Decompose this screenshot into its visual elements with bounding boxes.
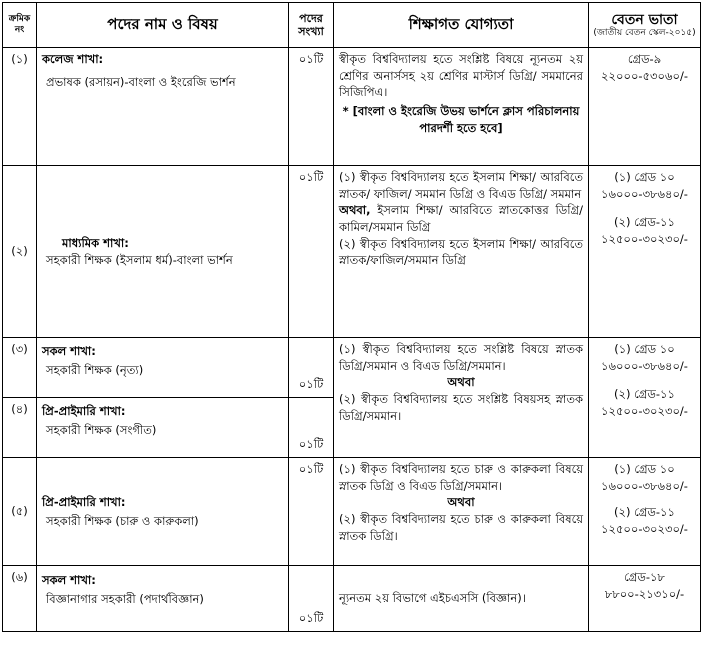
header-row: [3, 3, 701, 48]
edu-option-2: (২) স্বীকৃত বিশ্ববিদ্যালয় হতে ইসলাম শিক্ষা/ আরবিতে স্নাতক/ফাজিল/সমমান ডিগ্রি: [339, 236, 583, 268]
row-title: সহকারী শিক্ষক (ইসলাম ধর্ম)-বাংলা ভার্শন: [46, 252, 233, 267]
row-title: বিজ্ঞানাগার সহকারী (পদার্থবিজ্ঞান): [46, 591, 204, 606]
edu-option-1: (১) স্বীকৃত বিশ্ববিদ্যালয় হতে চারু ও কারুকলা বিষয়ে স্নাতক ডিগ্রি ও বিএড ডিগ্রি/সমমান।: [339, 462, 583, 493]
edu-or: অথবা,: [339, 203, 371, 218]
row-serial: (৬): [3, 566, 37, 632]
row-post: [37, 458, 289, 566]
row-count: ০১টি: [289, 166, 334, 338]
row-branch: প্রি-প্রাইমারি শাখা:: [42, 404, 126, 418]
row-pay: [589, 166, 701, 338]
row-title: সহকারী শিক্ষক (সংগীত): [46, 422, 157, 437]
table-row: [3, 566, 701, 632]
pay-grade-2: (২) গ্রেড-১১: [614, 215, 675, 230]
header-education: শিক্ষাগত যোগ্যতা: [334, 3, 589, 48]
row-title: সহকারী শিক্ষক (নৃত্য): [46, 362, 144, 377]
table-row: [3, 48, 701, 166]
row-education: [334, 166, 589, 338]
pay-scale-1: ১৬০০০-৩৮৬৪০/-: [601, 358, 688, 373]
header-pay-scale: (জাতীয় বেতন স্কেল-২০১৫): [593, 27, 696, 38]
edu-option-1: (১) স্বীকৃত বিশ্ববিদ্যালয় হতে ইসলাম শিক্ষা/ আরবিতে স্নাতক/ ফাজিল/ সমমান ডিগ্রি ও বিএড ডিগ্রি/ সমমান: [339, 170, 583, 201]
row-education: ন্যূনতম ২য় বিভাগে এইচএসসি (বিজ্ঞান)।: [334, 566, 589, 632]
row-count: ০১টি: [289, 566, 334, 632]
header-serial: ক্রমিক নং: [3, 3, 37, 48]
pay-scale: ৮৮০০-২১৩১০/-: [604, 586, 685, 601]
edu-option-2: (২) স্বীকৃত বিশ্ববিদ্যালয় হতে সংশ্লিষ্ট বিষয়সহ স্নাতক ডিগ্রি/সমমান।: [339, 392, 583, 423]
row-branch: সকল শাখা:: [42, 573, 96, 587]
header-pay-label: বেতন ভাতা: [611, 11, 678, 28]
pay-grade-2: (২) গ্রেড-১১: [614, 387, 675, 402]
row-branch: কলেজ শাখা:: [42, 52, 104, 66]
edu-note: * [বাংলা ও ইংরেজি উভয় ভার্শনে ক্লাস পরিচালনায় পারদর্শী হতে হবে]: [342, 104, 580, 135]
row-post: [37, 398, 289, 458]
row-post: [37, 166, 289, 338]
pay-scale-2: ১২৫০০-৩০২৩০/-: [601, 522, 688, 537]
row-serial: (১): [3, 48, 37, 166]
row-post: [37, 338, 289, 398]
pay-grade: গ্রেড-৯: [627, 52, 662, 66]
row-pay: [589, 48, 701, 166]
row-title: সহকারী শিক্ষক (চারু ও কারুকলা): [46, 513, 199, 528]
header-count: পদের সংখ্যা: [289, 3, 334, 48]
row-serial: (২): [3, 166, 37, 338]
table-row: [3, 458, 701, 566]
row-pay: [589, 566, 701, 632]
edu-or-text: ইসলাম শিক্ষা/ আরবিতে স্নাতকোত্তর ডিগ্রি/কামিল/সমমান ডিগ্রি: [339, 203, 583, 235]
pay-grade-1: (১) গ্রেড ১০: [614, 462, 675, 476]
row-education: [334, 458, 589, 566]
row-count: ০১টি: [289, 398, 334, 458]
header-post: পদের নাম ও বিষয়: [37, 3, 289, 48]
table-row: [3, 338, 701, 398]
edu-option-2: (২) স্বীকৃত বিশ্ববিদ্যালয় হতে চারু ও কারুকলা বিষয়ে স্নাতক ডিগ্রি।: [339, 512, 583, 543]
row-pay-shared: [589, 338, 701, 458]
edu-main: স্বীকৃত বিশ্ববিদ্যালয় হতে সংশ্লিষ্ট বিষয়ে ন্যূনতম ২য় শ্রেণির অনার্সসহ ২য় শ্রেণির মাস্টার্স ডিগ্রি/ সমমানের সিজিপিএ।: [339, 52, 583, 100]
pay-scale-1: ১৬০০০-৩৮৬৪০/-: [601, 186, 688, 201]
edu-option-alt: [339, 202, 583, 235]
edu-option-1: (১) স্বীকৃত বিশ্ববিদ্যালয় হতে সংশ্লিষ্ট বিষয়ে স্নাতক ডিগ্রি/সমমান ও বিএড ডিগ্রি/সমমান।: [339, 342, 583, 373]
pay-scale-2: ১২৫০০-৩০২৩০/-: [601, 404, 688, 419]
pay-scale: ২২০০০-৫৩০৬০/-: [601, 68, 688, 83]
row-education-shared: [334, 338, 589, 458]
row-branch: প্রি-প্রাইমারি শাখা:: [42, 494, 126, 509]
row-post: [37, 566, 289, 632]
header-pay: [589, 3, 701, 48]
row-title: প্রভাষক (রসায়ন)-বাংলা ও ইংরেজি ভার্শন: [46, 74, 236, 89]
pay-scale-2: ১২৫০০-৩০২৩০/-: [601, 232, 688, 247]
row-serial: (৫): [3, 458, 37, 566]
row-pay: [589, 458, 701, 566]
edu-or: অথবা: [447, 495, 475, 510]
row-serial: (৪): [3, 398, 37, 458]
pay-grade-1: (১) গ্রেড ১০: [614, 170, 675, 184]
row-branch: মাধ্যমিক শাখা:: [62, 235, 129, 250]
row-count: ০১টি: [289, 458, 334, 566]
row-post: [37, 48, 289, 166]
row-count: ০১টি: [289, 338, 334, 398]
row-serial: (৩): [3, 338, 37, 398]
edu-or: অথবা: [447, 375, 475, 390]
pay-grade: গ্রেড-১৮: [624, 570, 665, 584]
row-education: [334, 48, 589, 166]
job-circular-table: [2, 2, 701, 632]
table-row: [3, 166, 701, 338]
pay-scale-1: ১৬০০০-৩৮৬৪০/-: [601, 478, 688, 493]
pay-grade-2: (২) গ্রেড-১১: [614, 505, 675, 520]
row-count: ০১টি: [289, 48, 334, 166]
pay-grade-1: (১) গ্রেড ১০: [614, 342, 675, 356]
row-branch: সকল শাখা:: [42, 344, 96, 358]
